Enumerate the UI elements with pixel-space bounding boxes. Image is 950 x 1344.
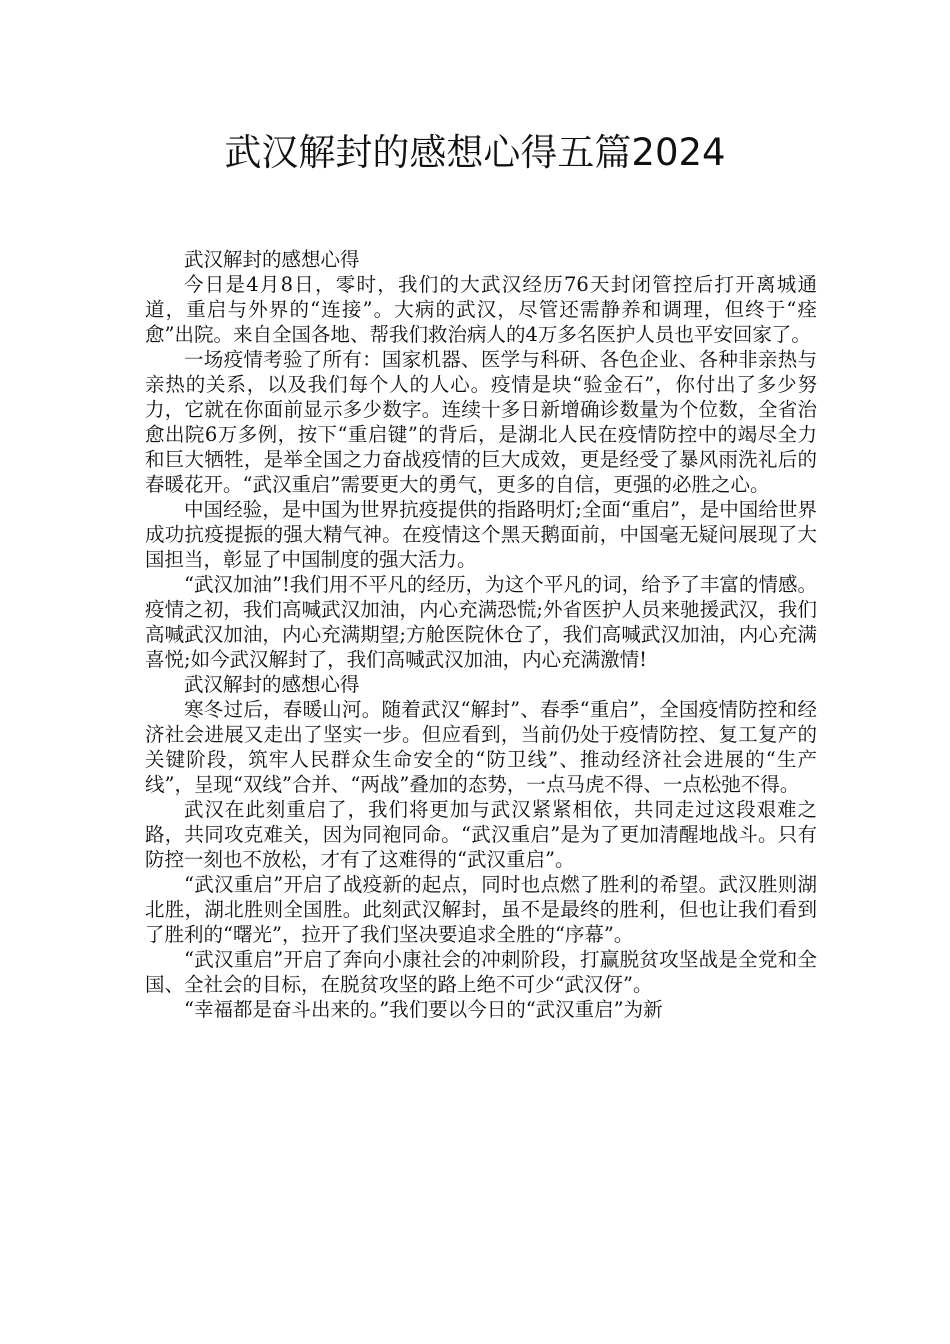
paragraph: 一场疫情考验了所有：国家机器、医学与科研、各色企业、各种非亲热与亲热的关系，以及我们每个人的人心。疫情是块“验金石”，你付出了多少努力，它就在你面前显示多少数字。连续十多日新增确诊数量为个位数，全省治愈出院6万多例，按下“重启键”的背后，是湖北人民在疫情防控中的竭尽全力和巨大牺牲，是举全国之力奋战疫情的巨大成效，更是经受了暴风雨洗礼后的春暖花开。“武汉重启”需要更大的勇气，更多的自信，更强的必胜之心。 bbox=[145, 348, 817, 496]
paragraph: “武汉重启”开启了战疫新的起点，同时也点燃了胜利的希望。武汉胜则湖北胜，湖北胜则全国胜。此刻武汉解封，虽不是最终的胜利，但也让我们看到了胜利的“曙光”，拉开了我们坚决要追求全胜的“序幕”。 bbox=[145, 873, 817, 946]
paragraph: “武汉重启”开启了奔向小康社会的冲刺阶段，打赢脱贫攻坚战是全党和全国、全社会的目标，在脱贫攻坚的路上绝不可少“武汉伢”。 bbox=[145, 948, 817, 996]
paragraph: 中国经验，是中国为世界抗疫提供的指路明灯;全面“重启”，是中国给世界成功抗疫提振的强大精气神。在疫情这个黑天鹅面前，中国毫无疑问展现了大国担当，彰显了中国制度的强大活力。 bbox=[145, 498, 817, 571]
paragraph: 寒冬过后，春暖山河。随着武汉“解封”、春季“重启”，全国疫情防控和经济社会进展又走出了坚实一步。但应看到，当前仍处于疫情防控、复工复产的关键阶段，筑牢人民群众生命安全的“防卫线”、推动经济社会进展的“生产线”，呈现“双线”合并、“两战”叠加的态势，一点马虎不得、一点松弛不得。 bbox=[145, 698, 817, 796]
document-title: 武汉解封的感想心得五篇2024 bbox=[224, 131, 726, 174]
paragraph: 武汉在此刻重启了，我们将更加与武汉紧紧相依，共同走过这段艰难之路，共同攻克难关，因为同袍同命。“武汉重启”是为了更加清醒地战斗。只有防控一刻也不放松，才有了这难得的“武汉重启”。 bbox=[145, 798, 817, 871]
paragraph: 今日是4月8日，零时，我们的大武汉经历76天封闭管控后打开离城通道，重启与外界的“连接”。大病的武汉，尽管还需静养和调理，但终于“痊愈”出院。来自全国各地、帮我们救治病人的4万多名医护人员也平安回家了。 bbox=[145, 273, 817, 346]
paragraph: “武汉加油”!我们用不平凡的经历，为这个平凡的词，给予了丰富的情感。疫情之初，我们高喊武汉加油，内心充满恐慌;外省医护人员来驰援武汉，我们高喊武汉加油，内心充满期望;方舱医院休仓了，我们高喊武汉加油，内心充满喜悦;如今武汉解封了，我们高喊武汉加油，内心充满激情! bbox=[145, 573, 817, 671]
section-heading: 武汉解封的感想心得 bbox=[184, 673, 360, 696]
paragraph: “幸福都是奋斗出来的。”我们要以今日的“武汉重启”为新 bbox=[184, 998, 663, 1021]
section-heading: 武汉解封的感想心得 bbox=[184, 248, 360, 271]
document-body bbox=[145, 247, 817, 1022]
